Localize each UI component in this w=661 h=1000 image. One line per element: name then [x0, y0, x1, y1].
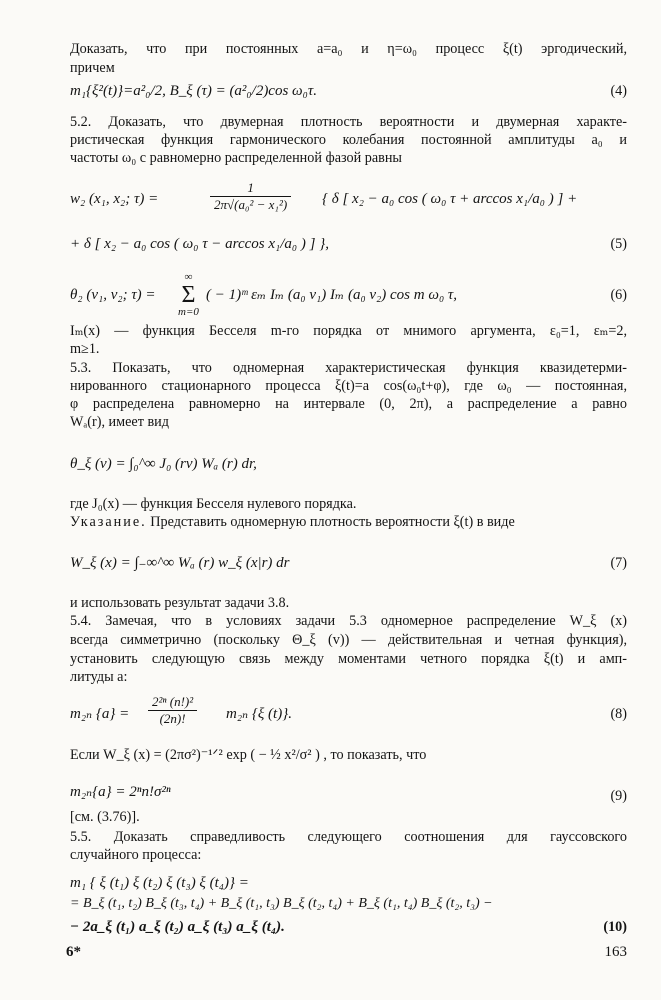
equation-body: = B_ξ (t₁, t₂) B_ξ (t₃, t₄) + B_ξ (t₁, t₃) B_ξ (t₂, t₄) + B_ξ (t₁, t₄) B_ξ (t₂, t₃) − — [70, 896, 493, 911]
hint-label: Указание. — [70, 514, 147, 530]
fraction-numerator: 2²ⁿ (n!)² — [148, 694, 197, 711]
problem-5-3-line: нированного стационарного процесса ξ(t)=a cos(ω₀t+φ), где ω₀ — постоянная, — [70, 378, 627, 394]
equation-rest: ( − 1)ᵐ εₘ Iₘ (a₀ v₁) Iₘ (a₀ v₂) cos m ω₀ τ, — [206, 287, 458, 303]
page-number: 163 — [604, 944, 627, 960]
problem-5-3-line: Wₐ(r), имеет вид — [70, 414, 169, 430]
equation-lhs: w₂ (x₁, x₂; τ) = — [70, 191, 159, 207]
equation-number: (6) — [610, 287, 627, 303]
see-line: [см. (3.76)]. — [70, 809, 140, 825]
signature-mark: 6* — [66, 944, 81, 960]
summation — [178, 272, 199, 318]
problem-5-2-line: частоты ω₀ с равномерно распределенной фазой равны — [70, 150, 402, 166]
equation-8 — [70, 694, 627, 734]
problem-5-4-line: литуды a: — [70, 669, 128, 685]
equation-number: (8) — [610, 706, 627, 722]
equation-10-line-1 — [70, 872, 627, 894]
hint-line — [70, 513, 627, 531]
equation-number: (10) — [603, 919, 627, 935]
equation-rest: { δ [ x₂ − a₀ cos ( ω₀ τ + arccos x₁/a₀ ) ] + — [322, 191, 578, 207]
problem-5-2-line: 5.2. Доказать, что двумерная плотность вероятности и двумерная характе- — [70, 114, 627, 130]
equation-body: W_ξ (x) = ∫₋∞^∞ Wₐ (r) w_ξ (x|r) dr — [70, 555, 290, 571]
sum-upper-limit: ∞ — [184, 271, 193, 283]
problem-5-5-line: случайного процесса: — [70, 847, 202, 863]
use-line: и использовать результат задачи 3.8. — [70, 595, 290, 611]
equation-number: (4) — [610, 83, 627, 99]
sum-lower-limit: m=0 — [178, 306, 199, 318]
equation-body: m₁{ξ²(t)}=a²₀/2, B_ξ (τ) = (a²₀/2)cos ω₀τ. — [70, 83, 317, 99]
equation-lhs: θ₂ (v₁, v₂; τ) = — [70, 287, 156, 303]
equation-9 — [70, 781, 627, 803]
equation-number: (7) — [610, 555, 627, 571]
equation-10-line-3 — [70, 916, 627, 938]
intro-line: причем — [70, 60, 115, 76]
problem-5-4-line: 5.4. Замечая, что в условиях задачи 5.3 одномерное распределение W_ξ (x) — [70, 613, 627, 629]
equation-fraction — [148, 694, 197, 727]
equation-number: (5) — [610, 236, 627, 252]
equation-5-line-1 — [70, 180, 627, 220]
fraction-numerator: 1 — [210, 180, 291, 197]
equation-7 — [70, 552, 627, 574]
j0-line: где J₀(x) — функция Бесселя нулевого порядка. — [70, 496, 357, 512]
equation-6 — [70, 272, 627, 318]
equation-body: m₁ { ξ (t₁) ξ (t₂) ξ (t₃) ξ (t₄)} = — [70, 875, 249, 891]
problem-5-4-line: установить следующую связь между моментами четного порядка ξ(t) и амп- — [70, 651, 627, 667]
equation-body: θ_ξ (v) = ∫₀^∞ J₀ (rv) Wₐ (r) dr, — [70, 456, 257, 472]
equation-theta — [70, 453, 627, 475]
equation-body: + δ [ x₂ − a₀ cos ( ω₀ τ − arccos x₁/a₀ ) ] }, — [70, 236, 329, 252]
equation-5-line-2 — [70, 233, 627, 255]
equation-body: m₂ₙ{a} = 2ⁿn!σ²ⁿ — [70, 784, 171, 800]
equation-number: (9) — [610, 788, 627, 804]
equation-fraction — [210, 180, 291, 213]
equation-lhs: m₂ₙ {a} = — [70, 706, 130, 722]
fraction-denominator: (2n)! — [159, 711, 186, 726]
problem-5-3-line: φ распределена равномерно на интервале (0, 2π), а распределение a равно — [70, 396, 627, 412]
equation-10-line-2 — [70, 893, 627, 915]
equation-rest: m₂ₙ {ξ (t)}. — [226, 706, 292, 722]
sum-symbol: Σ — [181, 282, 196, 308]
problem-5-4-line: всегда симметрично (поскольку Θ_ξ (v)) — действительная и четная функция), — [70, 632, 627, 648]
equation-body: − 2a_ξ (t₁) a_ξ (t₂) a_ξ (t₃) a_ξ (t₄). — [70, 919, 285, 935]
bessel-line: m≥1. — [70, 341, 100, 357]
problem-5-2-line: ристическая функция гармонического колебания постоянной амплитуды a₀ и — [70, 132, 627, 148]
problem-5-3-line: 5.3. Показать, что одномерная характеристическая функция квазидетерми- — [70, 360, 627, 376]
hint-text: Представить одномерную плотность вероятности ξ(t) в виде — [150, 514, 515, 530]
bessel-line: Iₘ(x) — функция Бесселя m-го порядка от мнимого аргумента, ε₀=1, εₘ=2, — [70, 323, 627, 339]
intro-line: Доказать, что при постоянных a=a₀ и η=ω₀ процесс ξ(t) эргодический, — [70, 41, 627, 57]
fraction-denominator: 2π√(a₀² − x₁²) — [214, 197, 288, 212]
if-line: Если W_ξ (x) = (2πσ²)⁻¹ᐟ² exp ( − ½ x²/σ² ) , то показать, что — [70, 747, 427, 763]
equation-4 — [70, 80, 627, 102]
problem-5-5-line: 5.5. Доказать справедливость следующего соотношения для гауссовского — [70, 829, 627, 845]
